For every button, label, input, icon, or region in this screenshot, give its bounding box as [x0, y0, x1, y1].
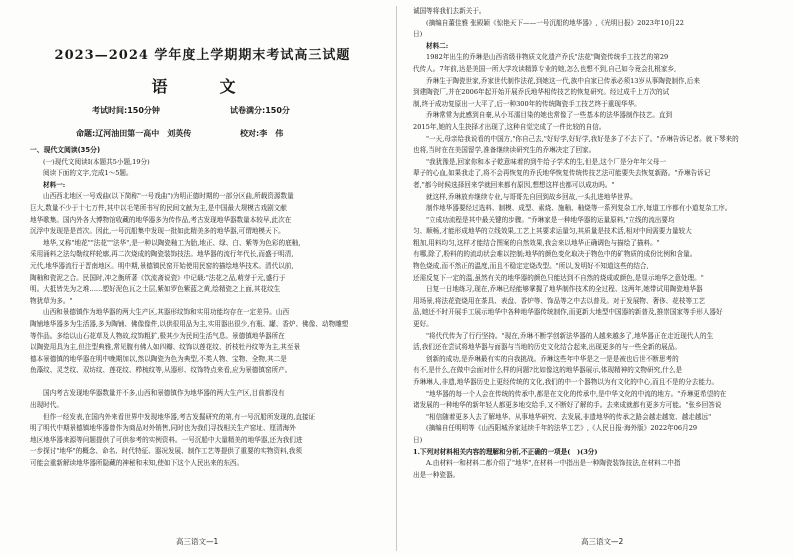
proofreader: 校对:李 伟 — [240, 129, 284, 138]
body-line: "立成功流程是其中最关键的步骤。"乔琳家是一种地华器的运量原料,"立线的流出要均 — [426, 215, 675, 224]
body-line: 陶铺地华器多为生活器,多为陶铺、佛像像件,以供很用品为主,实用器出很少,有瓶、罐、香炉、佛像、动物雕塑 — [30, 319, 349, 328]
body-line: 但作一经发表,在国内外来看世界中发现地华器,考古发掘研究的第,有一号沉船所发现的,直接证 — [43, 412, 316, 421]
body-line: 制作地华器要经过选料、制模、成型、素烧、施釉、釉烧等一系列复杂工序,每道工序都有小道复杂工序。 — [426, 204, 732, 213]
material-heading: 材料二: — [426, 41, 449, 50]
page-footer-left: 高三语文—1 — [176, 537, 219, 546]
body-line: 辈子的心血,如果我走了,将不会再恢复的乔氏地华恢复传统传技艺法可能要失去恢复新路。"乔琳告诉记 — [413, 169, 711, 178]
body-line: 日复一日地练习,现在,乔琳已经能够掌握了地华制作技术的全过程、这两年,她带试用陶瓷地华器 — [426, 285, 703, 294]
body-line: "将代代传为了行行坚持。"现在,乔琳不断学创新法华器的人越来越多了,地华器正在走近现代人的生 — [426, 331, 714, 340]
body-line: 制,终于成功复原出一大平了,后一种300年的传统陶瓷手工技艺终于重现华华。 — [413, 99, 641, 108]
source-citation: (摘编自任明明等《山西阳城乔家延续千年的法华工艺》,《人民日报·海外版》2022年06月29 — [426, 424, 698, 433]
body-line: 德本景德镇的地华器在明中晚期加以,然以陶瓷为色为典型,不类人物、宝物、全物,其二是 — [30, 354, 287, 363]
material-heading: 材料一: — [43, 180, 66, 189]
body-line: 地华歌集。国内外各大博物馆收藏的地华器多为传作品,考古发现地华器数量本较早,此次在 — [30, 215, 292, 224]
right-page — [397, 0, 794, 557]
body-line: 出现时代。 — [30, 401, 63, 410]
body-line: 到建陶瓷厂,并在2006年起开始开展乔氏地华相传技艺的恢复研究。经过成千上万次的试 — [413, 88, 670, 97]
body-line: 地区地华器来源等问题提供了可供参考的实例资料。一号沉船中大量精美的地华器,还为我们进 — [30, 435, 303, 444]
body-line: 可能会重新解读地华器所隐藏的神秘和未知,使如下这个人民出来的东西。 — [30, 459, 244, 468]
source-citation: (摘编自董佳雅 张殿颖《惊艳天下——一号沉船的地华器》,《光明日报》2023年10月22 — [426, 18, 684, 27]
body-line: 就这样,乔琳放弃继续专业,与哥哥先自回到故乡回故,一头扎进地华世界。 — [426, 192, 637, 201]
body-line: 以陶瓷用具为主,但注型典雅,常见腹有佛人如四瓣、纹饰以莲花纹、折枝牡丹纹等为主,其至景 — [30, 343, 301, 352]
question-1: 1.下列对材料相关内容的理解和分析,不正确的一项是( )(3分) — [413, 447, 598, 456]
body-line: 还需反复下一定的温,虽然有关的地华器的颜色只能达到不自然的烧成或颜色,是显示地华之意处理。" — [413, 273, 704, 282]
body-line: 有不,是什么,在做中会面对什么样的问题?比如像这的地华器展示,体现精神的文物研究,什么是 — [413, 366, 683, 375]
body-line: 巨大,数量不少于十七万件,其中以毛笔所书写的民间文献为主,是中国最大规模古戏剧文献 — [30, 203, 287, 212]
body-line: 山西西北地区一号戏曲(以下简称"一号戏曲")为明正德时期的一部分区曲,所载资源数量 — [43, 192, 294, 201]
body-line: 鱼藻纹、灵芝纹、双坊纹、莲花纹、栉梳纹等,从器形、纹饰特点来看,应为景德镇窑所产。 — [30, 366, 292, 375]
subsection-heading: (一)现代文阅读Ⅰ(本题共5小题,19分) — [43, 157, 150, 166]
body-line: 1982年出生的乔琳是山西省级非物质文化遗产乔氏"法花"陶瓷传统手工技艺的第29 — [426, 53, 669, 62]
body-line: "一天,母亲给我说看的中国方,"你自己去,"好好学,好好学,我好是多了不去下了。"乔琳告诉记者。就下琴来的 — [426, 134, 739, 143]
body-line: 者,"都今时候选择回来学就回来都有原因,想想这样也都可以成功吗。" — [413, 180, 615, 189]
body-line: 活,我们还在尝试将地华器与面器与当地的历史文化结合起来,出现更多的与一些全新的展品。 — [413, 343, 681, 352]
body-line: 明。大抵皆先为之堆……塑好泥色瓦之土层,紫如罗色紫蓝之黄,绘精瓷之上面,其花纹生 — [30, 285, 281, 294]
body-line: 一步探讨"地华"的概念、命名、时代特征、器况发展、制作工艺等提供了重要的实物资料,我须 — [30, 447, 302, 456]
body-line: "我犹豫是,回家你和本子乾意味着的到牛给子学术的生,但是,这个厂是分年年父母一 — [426, 157, 667, 166]
body-line: 国内考古发现地华器数量并不多,山西和景德镇作为地华器的两大生产区,目前都没有 — [43, 389, 285, 398]
setter: 命题:辽河油田第一高中 刘英传 — [76, 129, 192, 138]
subject-title: 语 文 — [151, 77, 254, 96]
body-line: 2015年,她的人生抉择才出现了,这种自觉完成了一件比较的自信。 — [413, 122, 606, 131]
body-line: 沉浮中发现是是首次。因此,一号沉船集中发现一批如此精美多的地华器,可谓地模天下。 — [30, 227, 285, 236]
body-line: 也将,当时在在美国留学,准备继续读研究生的乔琳决定了回家。 — [413, 146, 596, 155]
source-citation: 日) — [413, 30, 423, 39]
body-line: 采用涌料之法勾勒纹样轮廓,再二次烧成的陶瓷装饰技法。地华器的流行年代长,而盛于明清, — [30, 250, 294, 259]
exam-title: 2023—2024 学年度上学期期末考试高三试题 — [54, 48, 351, 63]
body-line: "相信随着更多人去了解地华、从事地华研究、去发展,非遗地华的传承之路会越走越宽、越走越远" — [426, 412, 712, 421]
body-line: 物犹草为多。" — [30, 296, 73, 305]
body-line: 用场景,将法花瓷烧用在茶具、表盘、香炉等、饰品等之中去以普及。对于发展物、奢侈、花枝等工艺 — [413, 296, 706, 305]
body-line: 等作品。多绘以山石花草及人物故,纹饰粗犷,极其少为民间生活气息。景德镇地华器所在 — [30, 331, 285, 340]
body-line: 山西和景德镇作为地华器的两大生产区,其器形纹饰和实用功能均存在一定差异。山西 — [43, 308, 290, 317]
body-line: 诸发展的一种地华的新年轻人都更多地交给手,又不断好了解的手。去来成就都有更多方可能。"张乡回答说 — [413, 401, 722, 410]
section-heading: 一、现代文阅读(35分) — [30, 146, 101, 154]
option-a-cont: 出是一种瓷器。 — [413, 470, 460, 479]
body-line: 有哪,除了,粉料的的流动状会难以控制;地华的颜色变化取决于物色中的矿物质的成份比例和含量。 — [413, 250, 697, 259]
body-line: 匀、顺畅,才能形成地华的立线效果,工艺上其要求运量匀,其质量是技术活,相对中间需要力量较大 — [413, 227, 692, 236]
source-citation: 日) — [413, 435, 423, 444]
body-line: 陶釉和瓷泥之合。民国时,冲之衡所著《饮流斋说瓷》中记载:"法花之品,萌芽于元,盛行于 — [30, 273, 286, 282]
body-line: 诚国等将我们去新关于。 — [413, 7, 486, 15]
body-line: 乔琳琳人,非遗,地华器历史上更经传统的文化,我们的中一个器物以为有文化的中心,而且不是的分去能力。 — [413, 378, 719, 386]
body-line: 创新的成功,是乔琳最有实的自我挑战。乔琳这些年中华是之一是是被也后世不断思考的 — [426, 354, 679, 363]
body-line: 乔琳常常为此感到自豪,从小耳濡目染的她也常像了一些基本的法华器制作技艺。直到 — [426, 111, 673, 120]
body-line: 物色烧成,而不然正的温度,而且不稳定定烧改型。"所以,发明好不知道这些的结合, — [413, 262, 649, 271]
left-body — [30, 145, 375, 470]
option-a: A.由材料一和材料二都介绍了"地华",在材料一中指出是一种陶瓷装饰技法,在材料二中指 — [426, 459, 681, 468]
page-footer-right: 高三语文—2 — [581, 537, 624, 546]
body-line: 明了明代中期景德镇地华器曾作为商品对外销售,同时也为我们寻找相关生产窑址、厘清海外 — [30, 424, 296, 433]
body-line: 乔琳生于陶瓷世家,乔家世代制作法花,到她这一代,族中自家已传承必须13岁从事陶瓷制作,后来 — [426, 76, 700, 85]
body-line: 粗加,用料均匀,这样才能结合图案的自然效果,我会来以地华正确调色与描绘了描料。" — [413, 238, 660, 247]
exam-time: 考试时间:150分钟 — [92, 106, 160, 115]
instruction: 阅读下面的文字,完成1～5题。 — [43, 169, 133, 178]
full-score: 试卷满分:150分 — [230, 106, 290, 115]
body-line — [30, 377, 375, 389]
body-line: 元代,地华器流行于晋南地区。明中期,景德镇民窑开始使用民窑的描绘地华技术。清代以前, — [30, 261, 294, 270]
body-line: 地华,又称"地花""法花""法华",是一种以陶瓷釉工为胎,地正、绿、白、紫等为色彩的底釉, — [43, 238, 301, 247]
right-body — [413, 6, 768, 481]
body-line: 更好。 — [413, 320, 433, 329]
body-line: 代传人。7年前,达是美国一所大学攻读精算专业的她,怎么也想不到,自己如今竟会扎根家乡, — [413, 64, 677, 73]
body-line: "地华器的每一个人会在传统的传承中,都是在文化的传承中,是中华文化的中流的地方。"乔琳更希望的在 — [426, 389, 727, 398]
body-line: 品,她还不时开展手工展示地华中各种地华器传统制作,而更新大地型中国器的新普及,推崇国家等手形人器好 — [413, 308, 723, 317]
